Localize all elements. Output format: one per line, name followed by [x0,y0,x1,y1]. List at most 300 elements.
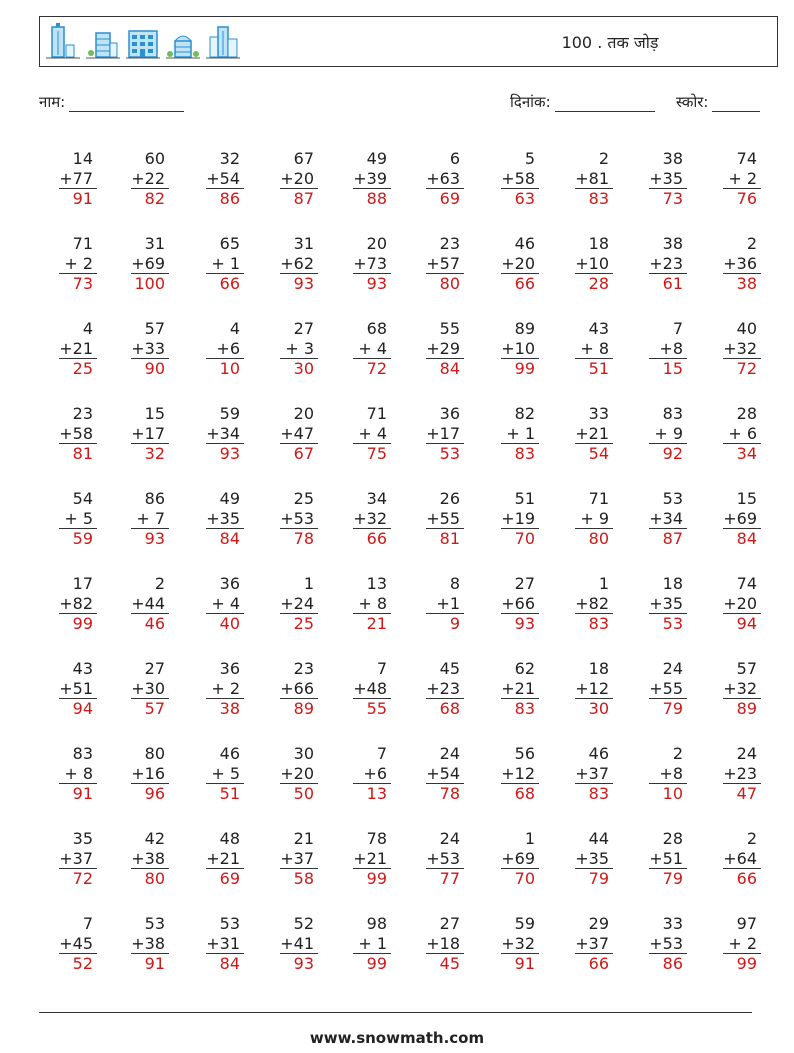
second-addend: + 4 [358,338,387,358]
first-addend: 82 [514,404,535,423]
problem-7-8 [553,659,613,718]
first-addend: 48 [219,829,240,848]
answer: 89 [280,698,318,718]
problem-4-3 [184,404,244,463]
first-addend: 71 [72,234,93,253]
first-addend: 36 [219,574,240,593]
problem-4-6 [404,404,464,463]
problem-7-2 [109,659,169,718]
first-addend: 53 [219,914,240,933]
problem-6-6 [404,574,464,633]
answer: 76 [723,188,761,208]
problem-1-5 [331,149,391,208]
problem-9-9 [627,829,687,888]
answer: 21 [353,613,391,633]
first-addend: 20 [293,404,314,423]
first-addend: 51 [514,489,535,508]
answer: 51 [575,358,613,378]
answer: 72 [353,358,391,378]
second-addend: +8 [659,338,683,358]
problem-8-4 [258,744,318,803]
first-addend: 23 [293,659,314,678]
answer: 73 [649,188,687,208]
answer: 99 [501,358,539,378]
answer: 66 [206,273,244,293]
first-addend: 65 [219,234,240,253]
second-addend: +21 [501,678,535,698]
second-addend: +17 [426,423,460,443]
answer: 9 [426,613,464,633]
second-addend: +36 [723,253,757,273]
first-addend: 31 [144,234,165,253]
second-addend: + 5 [211,763,240,783]
second-addend: +20 [723,593,757,613]
second-addend: +17 [131,423,165,443]
problem-9-7 [479,829,539,888]
answer: 30 [575,698,613,718]
first-addend: 27 [144,659,165,678]
second-addend: + 2 [211,678,240,698]
first-addend: 97 [736,914,757,933]
first-addend: 33 [662,914,683,933]
second-addend: +39 [353,168,387,188]
answer: 77 [426,868,464,888]
problem-9-6 [404,829,464,888]
problem-7-9 [627,659,687,718]
answer: 67 [280,443,318,463]
problem-5-8 [553,489,613,548]
problem-9-2 [109,829,169,888]
second-addend: +10 [575,253,609,273]
problem-7-3 [184,659,244,718]
answer: 84 [206,528,244,548]
problem-3-2 [109,319,169,378]
second-addend: +29 [426,338,460,358]
name-blank[interactable] [69,95,184,112]
problem-4-2 [109,404,169,463]
second-addend: +31 [206,933,240,953]
first-addend: 53 [144,914,165,933]
problem-4-10 [701,404,761,463]
first-addend: 59 [514,914,535,933]
first-addend: 33 [588,404,609,423]
problem-3-5 [331,319,391,378]
answer: 70 [501,528,539,548]
problem-7-5 [331,659,391,718]
second-addend: +45 [59,933,93,953]
problem-4-9 [627,404,687,463]
answer: 99 [59,613,97,633]
first-addend: 42 [144,829,165,848]
problem-3-8 [553,319,613,378]
problem-6-9 [627,574,687,633]
first-addend: 6 [449,149,460,168]
answer: 99 [353,953,391,973]
second-addend: +82 [59,593,93,613]
second-addend: +35 [649,168,683,188]
answer: 38 [206,698,244,718]
problem-7-7 [479,659,539,718]
answer: 10 [206,358,244,378]
answer: 52 [59,953,97,973]
problem-4-4 [258,404,318,463]
answer: 54 [575,443,613,463]
answer: 73 [59,273,97,293]
problem-8-7 [479,744,539,803]
answer: 83 [575,783,613,803]
problem-3-10 [701,319,761,378]
first-addend: 1 [598,574,609,593]
first-addend: 45 [439,659,460,678]
answer: 96 [131,783,169,803]
answer: 81 [59,443,97,463]
first-addend: 23 [439,234,460,253]
second-addend: +63 [426,168,460,188]
answer: 34 [723,443,761,463]
answer: 66 [575,953,613,973]
second-addend: +34 [649,508,683,528]
first-addend: 30 [293,744,314,763]
first-addend: 40 [736,319,757,338]
problem-9-4 [258,829,318,888]
second-addend: + 1 [211,253,240,273]
second-addend: + 5 [64,508,93,528]
answer: 66 [353,528,391,548]
answer: 47 [723,783,761,803]
answer: 91 [59,783,97,803]
second-addend: + 9 [580,508,609,528]
second-addend: +54 [206,168,240,188]
first-addend: 83 [662,404,683,423]
answer: 83 [501,443,539,463]
first-addend: 46 [514,234,535,253]
answer: 91 [501,953,539,973]
answer: 53 [649,613,687,633]
header-icons [46,23,240,61]
first-addend: 74 [736,574,757,593]
first-addend: 20 [366,234,387,253]
first-addend: 24 [439,744,460,763]
worksheet-header [39,16,778,67]
first-addend: 26 [439,489,460,508]
problem-6-7 [479,574,539,633]
second-addend: + 4 [211,593,240,613]
first-addend: 7 [82,914,93,933]
first-addend: 4 [82,319,93,338]
answer: 80 [575,528,613,548]
answer: 51 [206,783,244,803]
problem-10-8 [553,914,613,973]
building-block-icon [126,23,160,61]
first-addend: 74 [736,149,757,168]
first-addend: 54 [72,489,93,508]
answer: 84 [426,358,464,378]
problem-10-10 [701,914,761,973]
second-addend: +62 [280,253,314,273]
second-addend: + 2 [64,253,93,273]
second-addend: +35 [206,508,240,528]
first-addend: 46 [219,744,240,763]
answer: 80 [131,868,169,888]
answer: 50 [280,783,318,803]
second-addend: +24 [280,593,314,613]
second-addend: +8 [659,763,683,783]
first-addend: 18 [588,234,609,253]
problem-5-10 [701,489,761,548]
building-office-icon [86,23,120,61]
answer: 68 [501,783,539,803]
problem-2-8 [553,234,613,293]
first-addend: 67 [293,149,314,168]
second-addend: +38 [131,848,165,868]
problem-3-4 [258,319,318,378]
first-addend: 14 [72,149,93,168]
date-field [510,92,655,112]
answer: 53 [426,443,464,463]
second-addend: +77 [59,168,93,188]
problem-9-5 [331,829,391,888]
score-label: स्कोर: [676,93,709,111]
answer: 84 [206,953,244,973]
first-addend: 38 [662,234,683,253]
problem-3-9 [627,319,687,378]
building-dome-icon [166,23,200,61]
problem-5-3 [184,489,244,548]
problem-8-5 [331,744,391,803]
second-addend: + 7 [136,508,165,528]
problem-6-8 [553,574,613,633]
second-addend: +44 [131,593,165,613]
first-addend: 36 [439,404,460,423]
answer: 83 [575,613,613,633]
problem-1-4 [258,149,318,208]
answer: 79 [649,698,687,718]
answer: 13 [353,783,391,803]
first-addend: 5 [524,149,535,168]
first-addend: 49 [366,149,387,168]
worksheet-title: 100 . तक जोड़ [561,33,659,52]
problem-9-10 [701,829,761,888]
first-addend: 38 [662,149,683,168]
first-addend: 59 [219,404,240,423]
problem-6-2 [109,574,169,633]
first-addend: 2 [746,829,757,848]
answer: 99 [353,868,391,888]
first-addend: 89 [514,319,535,338]
second-addend: +81 [575,168,609,188]
answer: 10 [649,783,687,803]
problem-10-6 [404,914,464,973]
answer: 88 [353,188,391,208]
first-addend: 28 [736,404,757,423]
second-addend: +20 [280,763,314,783]
answer: 81 [426,528,464,548]
problem-9-1 [37,829,97,888]
problem-8-6 [404,744,464,803]
second-addend: +1 [436,593,460,613]
first-addend: 24 [439,829,460,848]
problem-2-6 [404,234,464,293]
answer: 93 [280,953,318,973]
first-addend: 49 [219,489,240,508]
footer-url: www.snowmath.com [309,1029,485,1047]
first-addend: 44 [588,829,609,848]
second-addend: +55 [426,508,460,528]
second-addend: +37 [59,848,93,868]
problem-6-10 [701,574,761,633]
second-addend: +66 [280,678,314,698]
first-addend: 57 [144,319,165,338]
first-addend: 2 [672,744,683,763]
second-addend: + 2 [728,933,757,953]
second-addend: +23 [649,253,683,273]
first-addend: 52 [293,914,314,933]
answer: 94 [59,698,97,718]
answer: 86 [649,953,687,973]
problem-5-6 [404,489,464,548]
second-addend: + 6 [728,423,757,443]
first-addend: 2 [154,574,165,593]
second-addend: + 8 [580,338,609,358]
second-addend: +38 [131,933,165,953]
answer: 93 [280,273,318,293]
answer: 25 [59,358,97,378]
score-blank[interactable] [712,95,760,112]
problem-2-3 [184,234,244,293]
first-addend: 60 [144,149,165,168]
second-addend: +12 [501,763,535,783]
problem-2-10 [701,234,761,293]
first-addend: 32 [219,149,240,168]
second-addend: +35 [575,848,609,868]
problem-1-8 [553,149,613,208]
first-addend: 25 [293,489,314,508]
first-addend: 36 [219,659,240,678]
second-addend: +34 [206,423,240,443]
second-addend: + 3 [285,338,314,358]
first-addend: 31 [293,234,314,253]
second-addend: +32 [501,933,535,953]
second-addend: +64 [723,848,757,868]
first-addend: 1 [524,829,535,848]
answer: 66 [501,273,539,293]
answer: 93 [131,528,169,548]
second-addend: + 8 [358,593,387,613]
first-addend: 8 [449,574,460,593]
second-addend: + 1 [358,933,387,953]
answer: 68 [426,698,464,718]
problem-4-1 [37,404,97,463]
problem-8-1 [37,744,97,803]
second-addend: +12 [575,678,609,698]
answer: 99 [723,953,761,973]
building-tower-icon [46,23,80,61]
problem-5-2 [109,489,169,548]
problem-6-4 [258,574,318,633]
answer: 87 [280,188,318,208]
second-addend: +37 [575,933,609,953]
first-addend: 2 [598,149,609,168]
second-addend: +18 [426,933,460,953]
first-addend: 7 [376,744,387,763]
answer: 90 [131,358,169,378]
problem-6-3 [184,574,244,633]
answer: 94 [723,613,761,633]
first-addend: 7 [672,319,683,338]
problem-4-7 [479,404,539,463]
problem-8-10 [701,744,761,803]
answer: 93 [501,613,539,633]
problem-7-1 [37,659,97,718]
second-addend: +6 [363,763,387,783]
first-addend: 17 [72,574,93,593]
answer: 30 [280,358,318,378]
first-addend: 83 [72,744,93,763]
answer: 66 [723,868,761,888]
second-addend: +21 [206,848,240,868]
problem-6-1 [37,574,97,633]
answer: 89 [723,698,761,718]
problem-3-6 [404,319,464,378]
problem-3-1 [37,319,97,378]
answer: 61 [649,273,687,293]
first-addend: 23 [72,404,93,423]
first-addend: 98 [366,914,387,933]
answer: 78 [426,783,464,803]
problem-8-8 [553,744,613,803]
second-addend: +32 [723,678,757,698]
second-addend: +21 [575,423,609,443]
first-addend: 86 [144,489,165,508]
answer: 91 [131,953,169,973]
second-addend: +32 [723,338,757,358]
second-addend: +20 [280,168,314,188]
problem-6-5 [331,574,391,633]
first-addend: 13 [366,574,387,593]
problem-10-3 [184,914,244,973]
problem-9-8 [553,829,613,888]
first-addend: 21 [293,829,314,848]
first-addend: 71 [588,489,609,508]
problem-7-10 [701,659,761,718]
problem-5-9 [627,489,687,548]
answer: 92 [649,443,687,463]
answer: 70 [501,868,539,888]
second-addend: + 1 [506,423,535,443]
problem-1-1 [37,149,97,208]
answer: 55 [353,698,391,718]
problem-10-4 [258,914,318,973]
second-addend: +33 [131,338,165,358]
second-addend: +37 [575,763,609,783]
first-addend: 57 [736,659,757,678]
second-addend: +16 [131,763,165,783]
date-blank[interactable] [555,95,655,112]
second-addend: +51 [649,848,683,868]
score-field [676,92,760,112]
second-addend: +6 [216,338,240,358]
second-addend: +37 [280,848,314,868]
second-addend: + 4 [358,423,387,443]
answer: 91 [59,188,97,208]
first-addend: 18 [588,659,609,678]
answer: 28 [575,273,613,293]
answer: 80 [426,273,464,293]
first-addend: 24 [662,659,683,678]
first-addend: 15 [144,404,165,423]
answer: 25 [280,613,318,633]
problem-2-1 [37,234,97,293]
